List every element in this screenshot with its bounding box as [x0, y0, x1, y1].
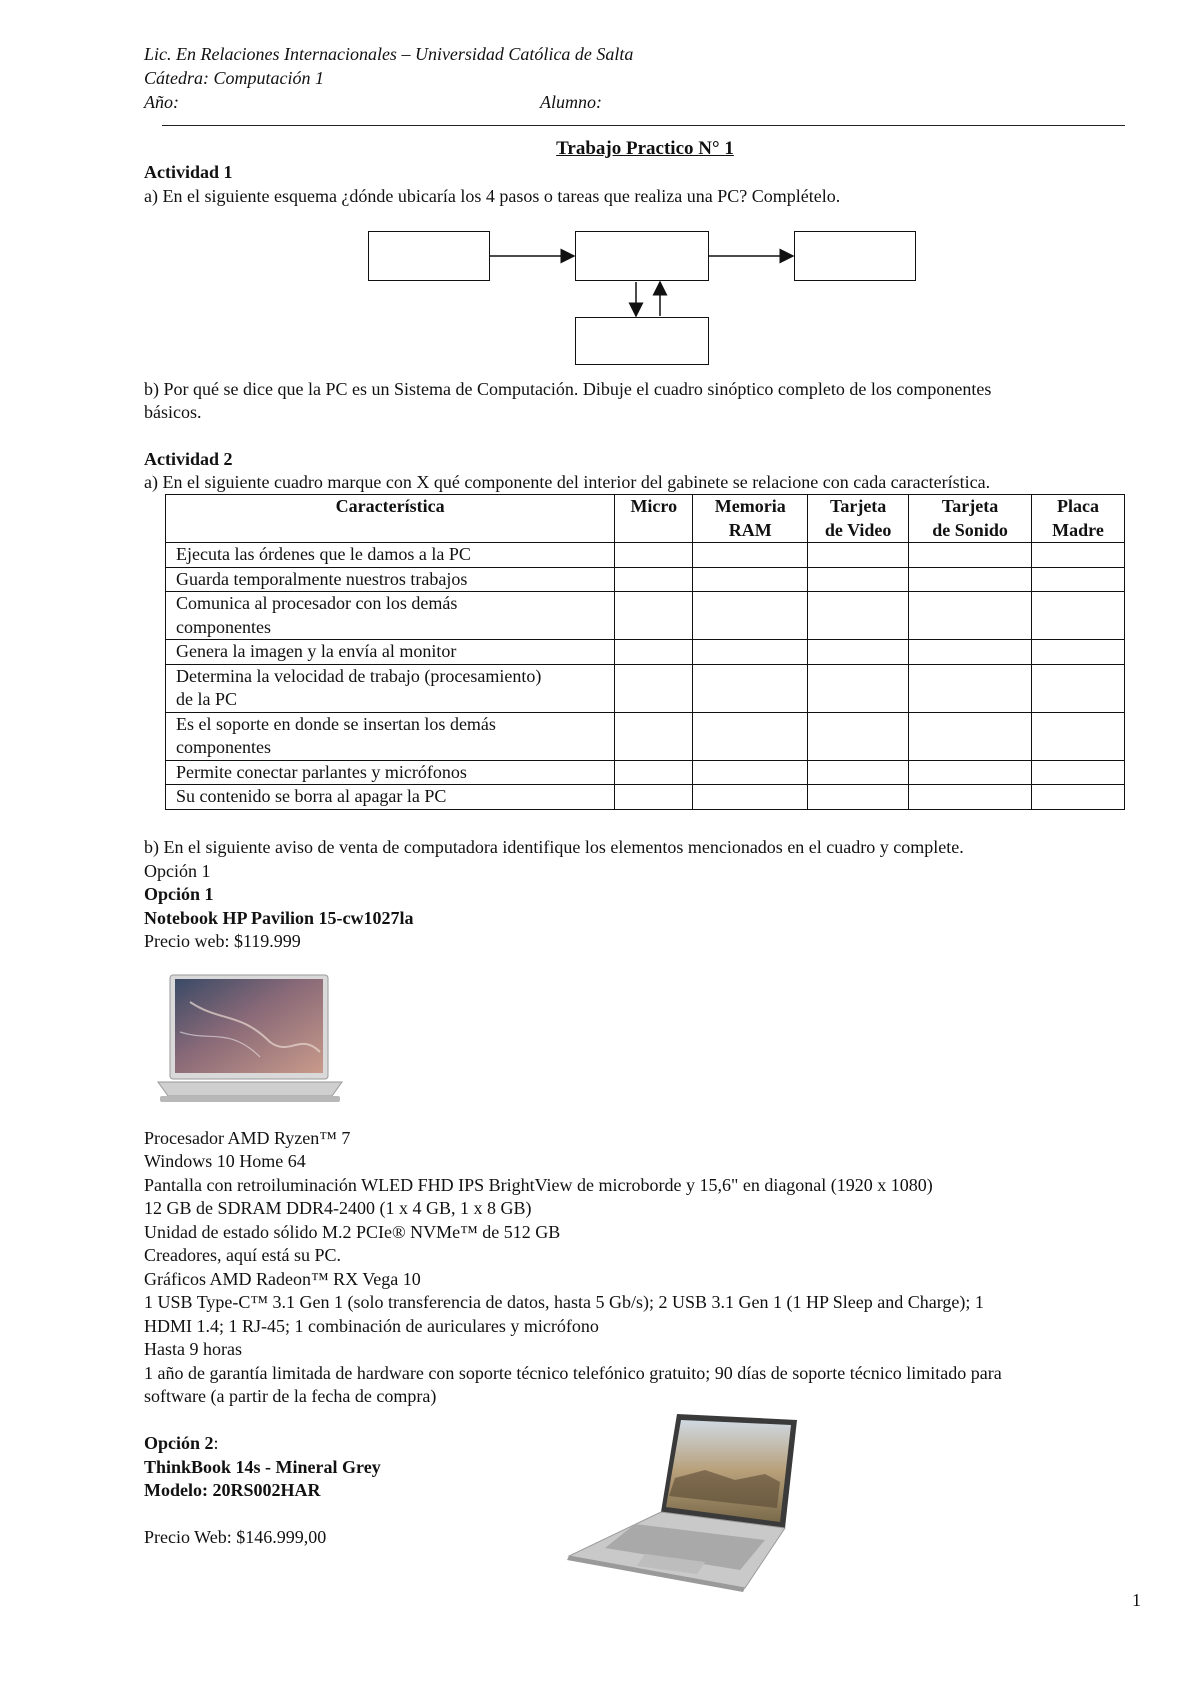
table-header-row: [166, 495, 1125, 543]
option1-spec: Hasta 9 horas: [144, 1339, 242, 1359]
page-number: 1: [1132, 1590, 1141, 1610]
activity2-heading: Actividad 2: [144, 449, 233, 469]
cell-memoria-ram[interactable]: [693, 592, 808, 640]
cell-placa-madre[interactable]: [1032, 592, 1125, 640]
header-tarjeta-video: Tarjeta de Video: [808, 495, 909, 543]
cell-tarjeta-video[interactable]: [808, 567, 909, 592]
option1-plain-label: Opción 1: [144, 861, 211, 881]
activity1-question-a: a) En el siguiente esquema ¿dónde ubicaría los 4 pasos o tareas que realiza una PC? Complételo.: [144, 186, 841, 206]
table-row: [166, 543, 1125, 568]
row-characteristic: Guarda temporalmente nuestros trabajos: [166, 567, 615, 592]
cell-memoria-ram[interactable]: [693, 640, 808, 665]
activity1-question-b-line2: básicos.: [144, 402, 202, 422]
option1-spec: Windows 10 Home 64: [144, 1151, 306, 1171]
components-table: [165, 494, 1125, 810]
header-tarjeta-sonido: Tarjeta de Sonido: [909, 495, 1032, 543]
option1-spec: HDMI 1.4; 1 RJ-45; 1 combinación de auriculares y micrófono: [144, 1316, 599, 1336]
cell-micro[interactable]: [615, 592, 693, 640]
option1-product: Notebook HP Pavilion 15-cw1027la: [144, 908, 414, 928]
row-characteristic: Permite conectar parlantes y micrófonos: [166, 760, 615, 785]
cell-tarjeta-sonido[interactable]: [909, 640, 1032, 665]
activity1-heading: Actividad 1: [144, 162, 233, 182]
table-row: [166, 785, 1125, 810]
option1-spec: Unidad de estado sólido M.2 PCIe® NVMe™ de 512 GB: [144, 1222, 561, 1242]
cell-tarjeta-sonido[interactable]: [909, 664, 1032, 712]
option1-label: Opción 1: [144, 884, 214, 904]
row-characteristic: Comunica al procesador con los demás componentes: [166, 592, 615, 640]
page-title: Trabajo Practico N° 1: [556, 138, 734, 159]
cell-memoria-ram[interactable]: [693, 664, 808, 712]
cell-tarjeta-sonido[interactable]: [909, 592, 1032, 640]
cell-tarjeta-video[interactable]: [808, 543, 909, 568]
cell-placa-madre[interactable]: [1032, 640, 1125, 665]
cell-placa-madre[interactable]: [1032, 543, 1125, 568]
cell-tarjeta-video[interactable]: [808, 785, 909, 810]
thinkbook-laptop-image: [565, 1408, 800, 1593]
diagram-arrows: [0, 0, 1200, 400]
row-characteristic: Determina la velocidad de trabajo (procesamiento) de la PC: [166, 664, 615, 712]
option2-model: Modelo: 20RS002HAR: [144, 1480, 321, 1500]
table-row: [166, 567, 1125, 592]
cell-tarjeta-video[interactable]: [808, 712, 909, 760]
option1-spec: 1 USB Type-C™ 3.1 Gen 1 (solo transferencia de datos, hasta 5 Gb/s); 2 USB 3.1 Gen 1 (1 HP Sleep and Charge); 1: [144, 1292, 984, 1312]
header-micro: Micro: [615, 495, 693, 543]
cell-micro[interactable]: [615, 785, 693, 810]
row-characteristic: Su contenido se borra al apagar la PC: [166, 785, 615, 810]
cell-placa-madre[interactable]: [1032, 785, 1125, 810]
table-row: [166, 640, 1125, 665]
cell-tarjeta-sonido[interactable]: [909, 712, 1032, 760]
activity2-question-a: a) En el siguiente cuadro marque con X qué componente del interior del gabinete se relacione con cada característica.: [144, 472, 991, 492]
cell-tarjeta-sonido[interactable]: [909, 760, 1032, 785]
cell-memoria-ram[interactable]: [693, 712, 808, 760]
header-year-label: Año:: [144, 92, 179, 112]
cell-micro[interactable]: [615, 543, 693, 568]
activity1-question-b-line1: b) Por qué se dice que la PC es un Sistema de Computación. Dibuje el cuadro sinóptico completo de los componentes: [144, 379, 992, 399]
hp-laptop-image: [150, 972, 350, 1112]
cell-micro[interactable]: [615, 567, 693, 592]
header-institution: Lic. En Relaciones Internacionales – Universidad Católica de Salta: [144, 44, 634, 64]
cell-placa-madre[interactable]: [1032, 760, 1125, 785]
option1-spec: Creadores, aquí está su PC.: [144, 1245, 341, 1265]
option2-price: Precio Web: $146.999,00: [144, 1527, 327, 1547]
cell-placa-madre[interactable]: [1032, 712, 1125, 760]
table-row: [166, 712, 1125, 760]
cell-micro[interactable]: [615, 760, 693, 785]
option2-product: ThinkBook 14s - Mineral Grey: [144, 1457, 381, 1477]
header-placa-madre: Placa Madre: [1032, 495, 1125, 543]
cell-micro[interactable]: [615, 664, 693, 712]
header-course: Cátedra: Computación 1: [144, 68, 324, 88]
cell-placa-madre[interactable]: [1032, 664, 1125, 712]
option1-spec: Gráficos AMD Radeon™ RX Vega 10: [144, 1269, 421, 1289]
cell-tarjeta-sonido[interactable]: [909, 543, 1032, 568]
cell-memoria-ram[interactable]: [693, 567, 808, 592]
cell-tarjeta-video[interactable]: [808, 664, 909, 712]
cell-memoria-ram[interactable]: [693, 543, 808, 568]
header-student-label: Alumno:: [540, 92, 602, 112]
cell-tarjeta-video[interactable]: [808, 592, 909, 640]
cell-memoria-ram[interactable]: [693, 785, 808, 810]
row-characteristic: Ejecuta las órdenes que le damos a la PC: [166, 543, 615, 568]
option1-price: Precio web: $119.999: [144, 931, 301, 951]
cell-memoria-ram[interactable]: [693, 760, 808, 785]
table-row: [166, 664, 1125, 712]
option2-label: Opción 2:: [144, 1433, 219, 1453]
header-memoria-ram: Memoria RAM: [693, 495, 808, 543]
cell-tarjeta-sonido[interactable]: [909, 567, 1032, 592]
table-row: [166, 592, 1125, 640]
table-row: [166, 760, 1125, 785]
option1-spec: Procesador AMD Ryzen™ 7: [144, 1128, 351, 1148]
option1-spec: 1 año de garantía limitada de hardware con soporte técnico telefónico gratuito; 90 días de soporte técnico limitado para: [144, 1363, 1002, 1383]
header-caracteristica: Característica: [166, 495, 615, 543]
row-characteristic: Es el soporte en donde se insertan los demás componentes: [166, 712, 615, 760]
cell-tarjeta-video[interactable]: [808, 760, 909, 785]
cell-placa-madre[interactable]: [1032, 567, 1125, 592]
option1-spec: 12 GB de SDRAM DDR4-2400 (1 x 4 GB, 1 x 8 GB): [144, 1198, 532, 1218]
option1-spec: Pantalla con retroiluminación WLED FHD IPS BrightView de microborde y 15,6" en diagonal (1920 x 1080): [144, 1175, 933, 1195]
cell-micro[interactable]: [615, 640, 693, 665]
activity2-question-b: b) En el siguiente aviso de venta de computadora identifique los elementos mencionados en el cuadro y complete.: [144, 837, 964, 857]
cell-tarjeta-sonido[interactable]: [909, 785, 1032, 810]
row-characteristic: Genera la imagen y la envía al monitor: [166, 640, 615, 665]
option1-spec: software (a partir de la fecha de compra): [144, 1386, 437, 1406]
cell-tarjeta-video[interactable]: [808, 640, 909, 665]
cell-micro[interactable]: [615, 712, 693, 760]
